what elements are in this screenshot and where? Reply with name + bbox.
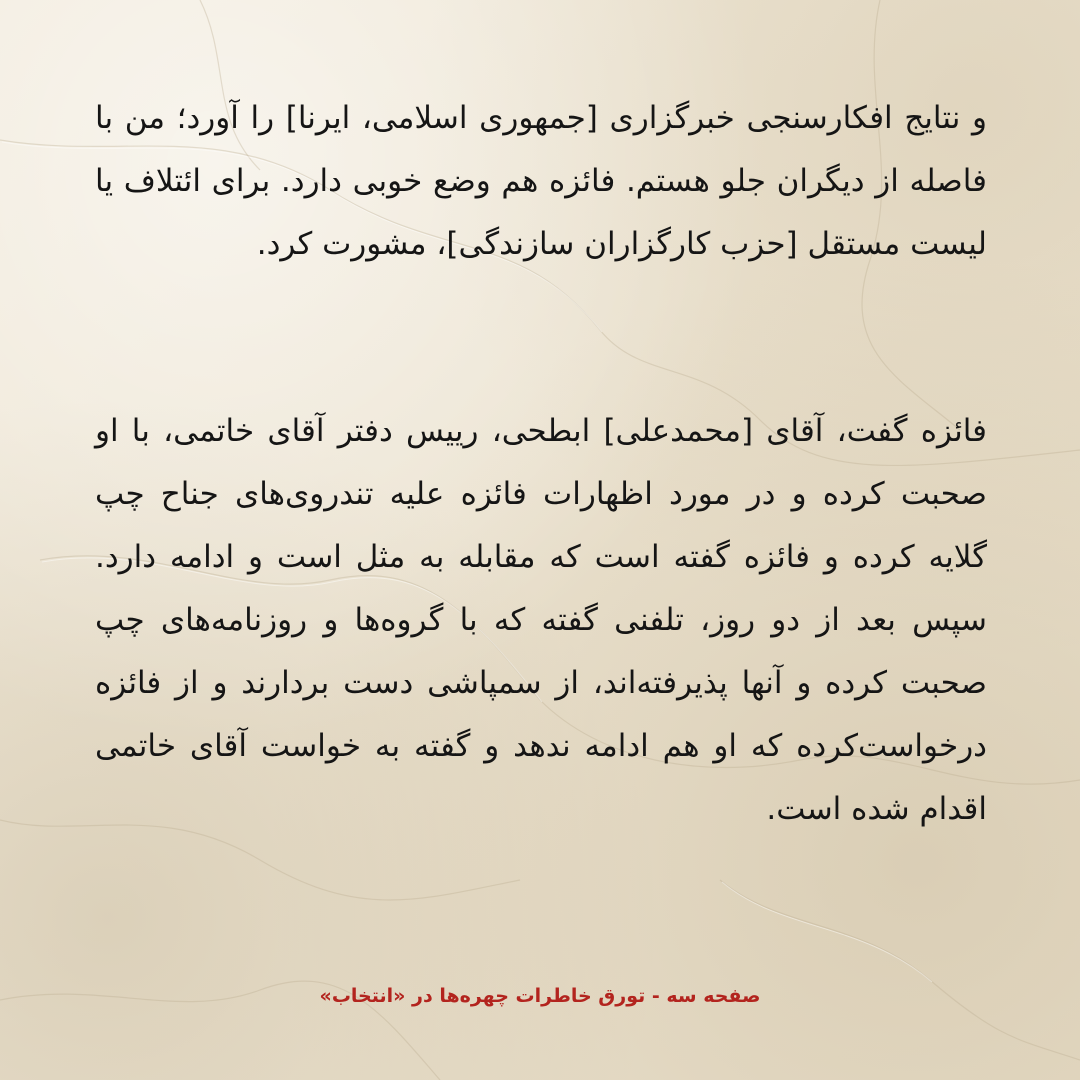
paragraph-2: فائزه گفت، آقای [محمدعلی] ابطحی، رییس دفتر آقای خاتمی، با او صحبت کرده و در مورد اظهارات فائزه علیه تندروی‌های جناح چپ گلایه کرده و فائزه گفته است که مقابله به مثل است و ادامه دارد. سپس بعد از دو روز، تلفنی گفته که با گروه‌ها و روزنامه‌های چپ صحبت کرده و آنها پذیرفته‌اند، از سمپاشی دست بردارند و از فائزه درخواست‌کرده که او هم ادامه ندهد و گفته به خواست آقای خاتمی اقدام شده است.: [95, 413, 987, 827]
paragraph-1: و نتایج افکارسنجی خبرگزاری [جمهوری اسلامی، ایرنا] را آورد؛ من با فاصله از دیگران جلو هستم. فائزه هم وضع خوبی دارد. برای ائتلاف یا لیست مستقل [حزب کارگزاران سازندگی]، مشورت کرد.: [95, 100, 987, 262]
page-footer: صفحه سه - تورق خاطرات چهره‌ها در «انتخاب»: [319, 985, 761, 1007]
